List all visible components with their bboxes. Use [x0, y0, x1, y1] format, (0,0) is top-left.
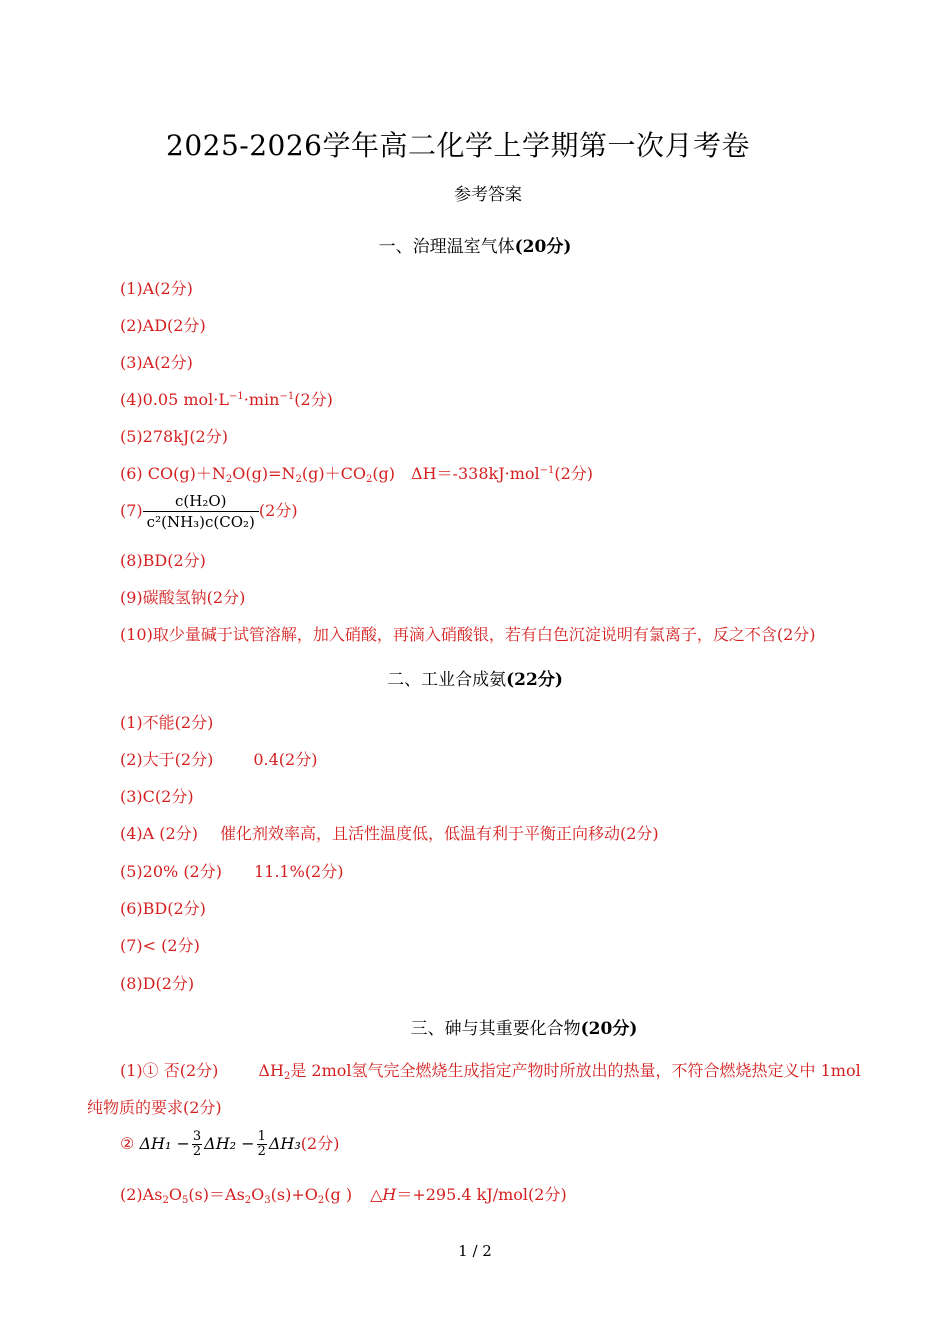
s3-b-dh-value: ＝+295.4 kJ/mol(2分): [396, 1185, 567, 1204]
s3-b-m1: O: [168, 1185, 182, 1204]
s1-answer-2: (2)AD(2分): [120, 316, 206, 335]
s3-b-s4: 3: [264, 1195, 271, 1206]
s3-a1-explanation: 是 2mol氢气完全燃烧生成指定产物时所放出的热量，不符合燃烧热定义中 1mol: [290, 1061, 861, 1080]
s1-answer-4: [120, 387, 333, 410]
s1-a4-prefix: (4)0.05 mol·L: [120, 390, 230, 409]
s3-b-m5: (g ): [324, 1185, 353, 1204]
fraction2-numerator: 1: [257, 1129, 266, 1144]
s2-a2-part2: 0.4(2分): [253, 750, 318, 769]
s3-a1-dh-sub: 2: [283, 1071, 291, 1082]
s1-a6-dh: ΔH＝-338kJ·mol: [411, 464, 540, 483]
s3-answer-1-line2: 纯物质的要求(2分): [87, 1098, 222, 1117]
s3-b-prefix: (2)As: [120, 1185, 163, 1204]
equilibrium-constant-fraction: [143, 492, 259, 531]
section3-heading-score: (20分): [580, 1019, 638, 1039]
fraction1-numerator: 3: [192, 1129, 202, 1144]
s1-a6-sub2: 2: [295, 474, 302, 485]
s1-a6-mid3: (g): [372, 464, 396, 483]
s3-a1-dh: ΔH: [258, 1061, 284, 1080]
s3-b-m4: (s)+O: [270, 1185, 318, 1204]
s3-a2-suffix: (2分): [300, 1134, 340, 1153]
s1-answer-8: (8)BD(2分): [120, 551, 206, 570]
s1-answer-7: [120, 492, 298, 531]
s2-answer-6: (6)BD(2分): [120, 899, 206, 918]
fraction-denominator: c²(NH₃)c(CO₂): [146, 513, 255, 531]
section1-heading-text: 一、治理温室气体: [378, 237, 515, 257]
s3-b-dh-symbol: △H: [370, 1185, 397, 1204]
s1-a6-suffix: (2分): [554, 464, 594, 483]
s1-a6-sub1: 2: [225, 474, 233, 485]
s3-a2-term2: ΔH₂ −: [204, 1134, 255, 1153]
s1-a6-mid2: (g)＋CO: [301, 464, 366, 483]
s3-a2-term3: ΔH₃: [268, 1134, 301, 1153]
s3-answer-1-line1: [120, 1058, 861, 1082]
s2-answer-8: (8)D(2分): [120, 974, 195, 993]
s3-b-s5: 2: [317, 1195, 325, 1206]
s1-a6-sub3: 2: [365, 474, 373, 485]
s2-a2-part1: (2)大于(2分): [120, 750, 214, 769]
s2-answer-5: [120, 859, 343, 882]
s3-b-m2: (s)＝As: [188, 1185, 245, 1204]
fraction2-denominator: 2: [257, 1144, 266, 1159]
s1-a6-prefix: (6) CO(g)＋N: [120, 464, 226, 483]
s2-answer-2: [120, 747, 317, 770]
s2-a5-part2: 11.1%(2分): [253, 862, 344, 881]
fraction-numerator: c(H₂O): [143, 492, 259, 512]
s3-b-s3: 2: [244, 1195, 252, 1206]
s1-a4-exp1: −1: [229, 391, 244, 402]
s1-answer-1: (1)A(2分): [120, 279, 193, 298]
s3-a2-label: ②: [120, 1134, 135, 1153]
fraction1-denominator: 2: [192, 1144, 202, 1159]
section1-heading: [0, 232, 950, 257]
document-title: 2025-2026学年高二化学上学期第一次月考卷: [166, 129, 750, 162]
section2-heading-score: (22分): [506, 670, 563, 690]
section2-heading-text: 二、工业合成氨: [387, 670, 507, 690]
s2-a4-part1: (4)A (2分): [120, 824, 198, 843]
s1-a4-mid: ·min: [243, 390, 280, 409]
s1-a7-label: (7): [120, 501, 143, 520]
s3-answer-2: [120, 1182, 567, 1206]
s2-a5-part1: (5)20% (2分): [120, 862, 222, 881]
s1-a6-mid1: O(g)=N: [232, 464, 296, 483]
s3-b-s1: 2: [162, 1195, 169, 1206]
s1-answer-3: (3)A(2分): [120, 353, 193, 372]
s3-a2-fraction2: [257, 1130, 267, 1159]
s1-answer-10: (10)取少量碱于试管溶解，加入硝酸，再滴入硝酸银，若有白色沉淀说明有氯离子，反之不含(2分): [120, 625, 816, 644]
s1-a6-exp: −1: [539, 465, 555, 476]
section3-heading: [49, 1014, 950, 1039]
document-subtitle: 参考答案: [454, 185, 522, 205]
s3-b-s2: 5: [181, 1195, 189, 1206]
s3-answer-1-sub2: [120, 1130, 339, 1159]
s3-a2-fraction1: [192, 1130, 202, 1159]
s1-answer-9: (9)碳酸氢钠(2分): [120, 588, 246, 607]
s3-a2-term1: ΔH₁ −: [139, 1134, 190, 1153]
section2-heading: [0, 665, 950, 690]
s2-answer-4: [120, 821, 659, 844]
s3-a1-part1: (1)① 否(2分): [120, 1061, 219, 1080]
section3-heading-text: 三、砷与其重要化合物: [410, 1019, 581, 1039]
s1-a4-exp2: −1: [279, 391, 295, 402]
page-number: 1 / 2: [458, 1242, 492, 1260]
s1-answer-5: (5)278kJ(2分): [120, 427, 228, 446]
s1-a4-suffix: (2分): [294, 390, 333, 409]
s1-answer-6: [120, 461, 593, 485]
s2-a4-part2: 催化剂效率高，且活性温度低，低温有利于平衡正向移动(2分): [219, 824, 659, 843]
s1-a7-suffix: (2分): [258, 501, 298, 520]
section1-heading-score: (20分): [514, 237, 572, 257]
s2-answer-7: (7)< (2分): [120, 936, 200, 955]
s2-answer-1: (1)不能(2分): [120, 713, 214, 732]
s3-b-m3: O: [251, 1185, 265, 1204]
s2-answer-3: (3)C(2分): [120, 787, 194, 806]
